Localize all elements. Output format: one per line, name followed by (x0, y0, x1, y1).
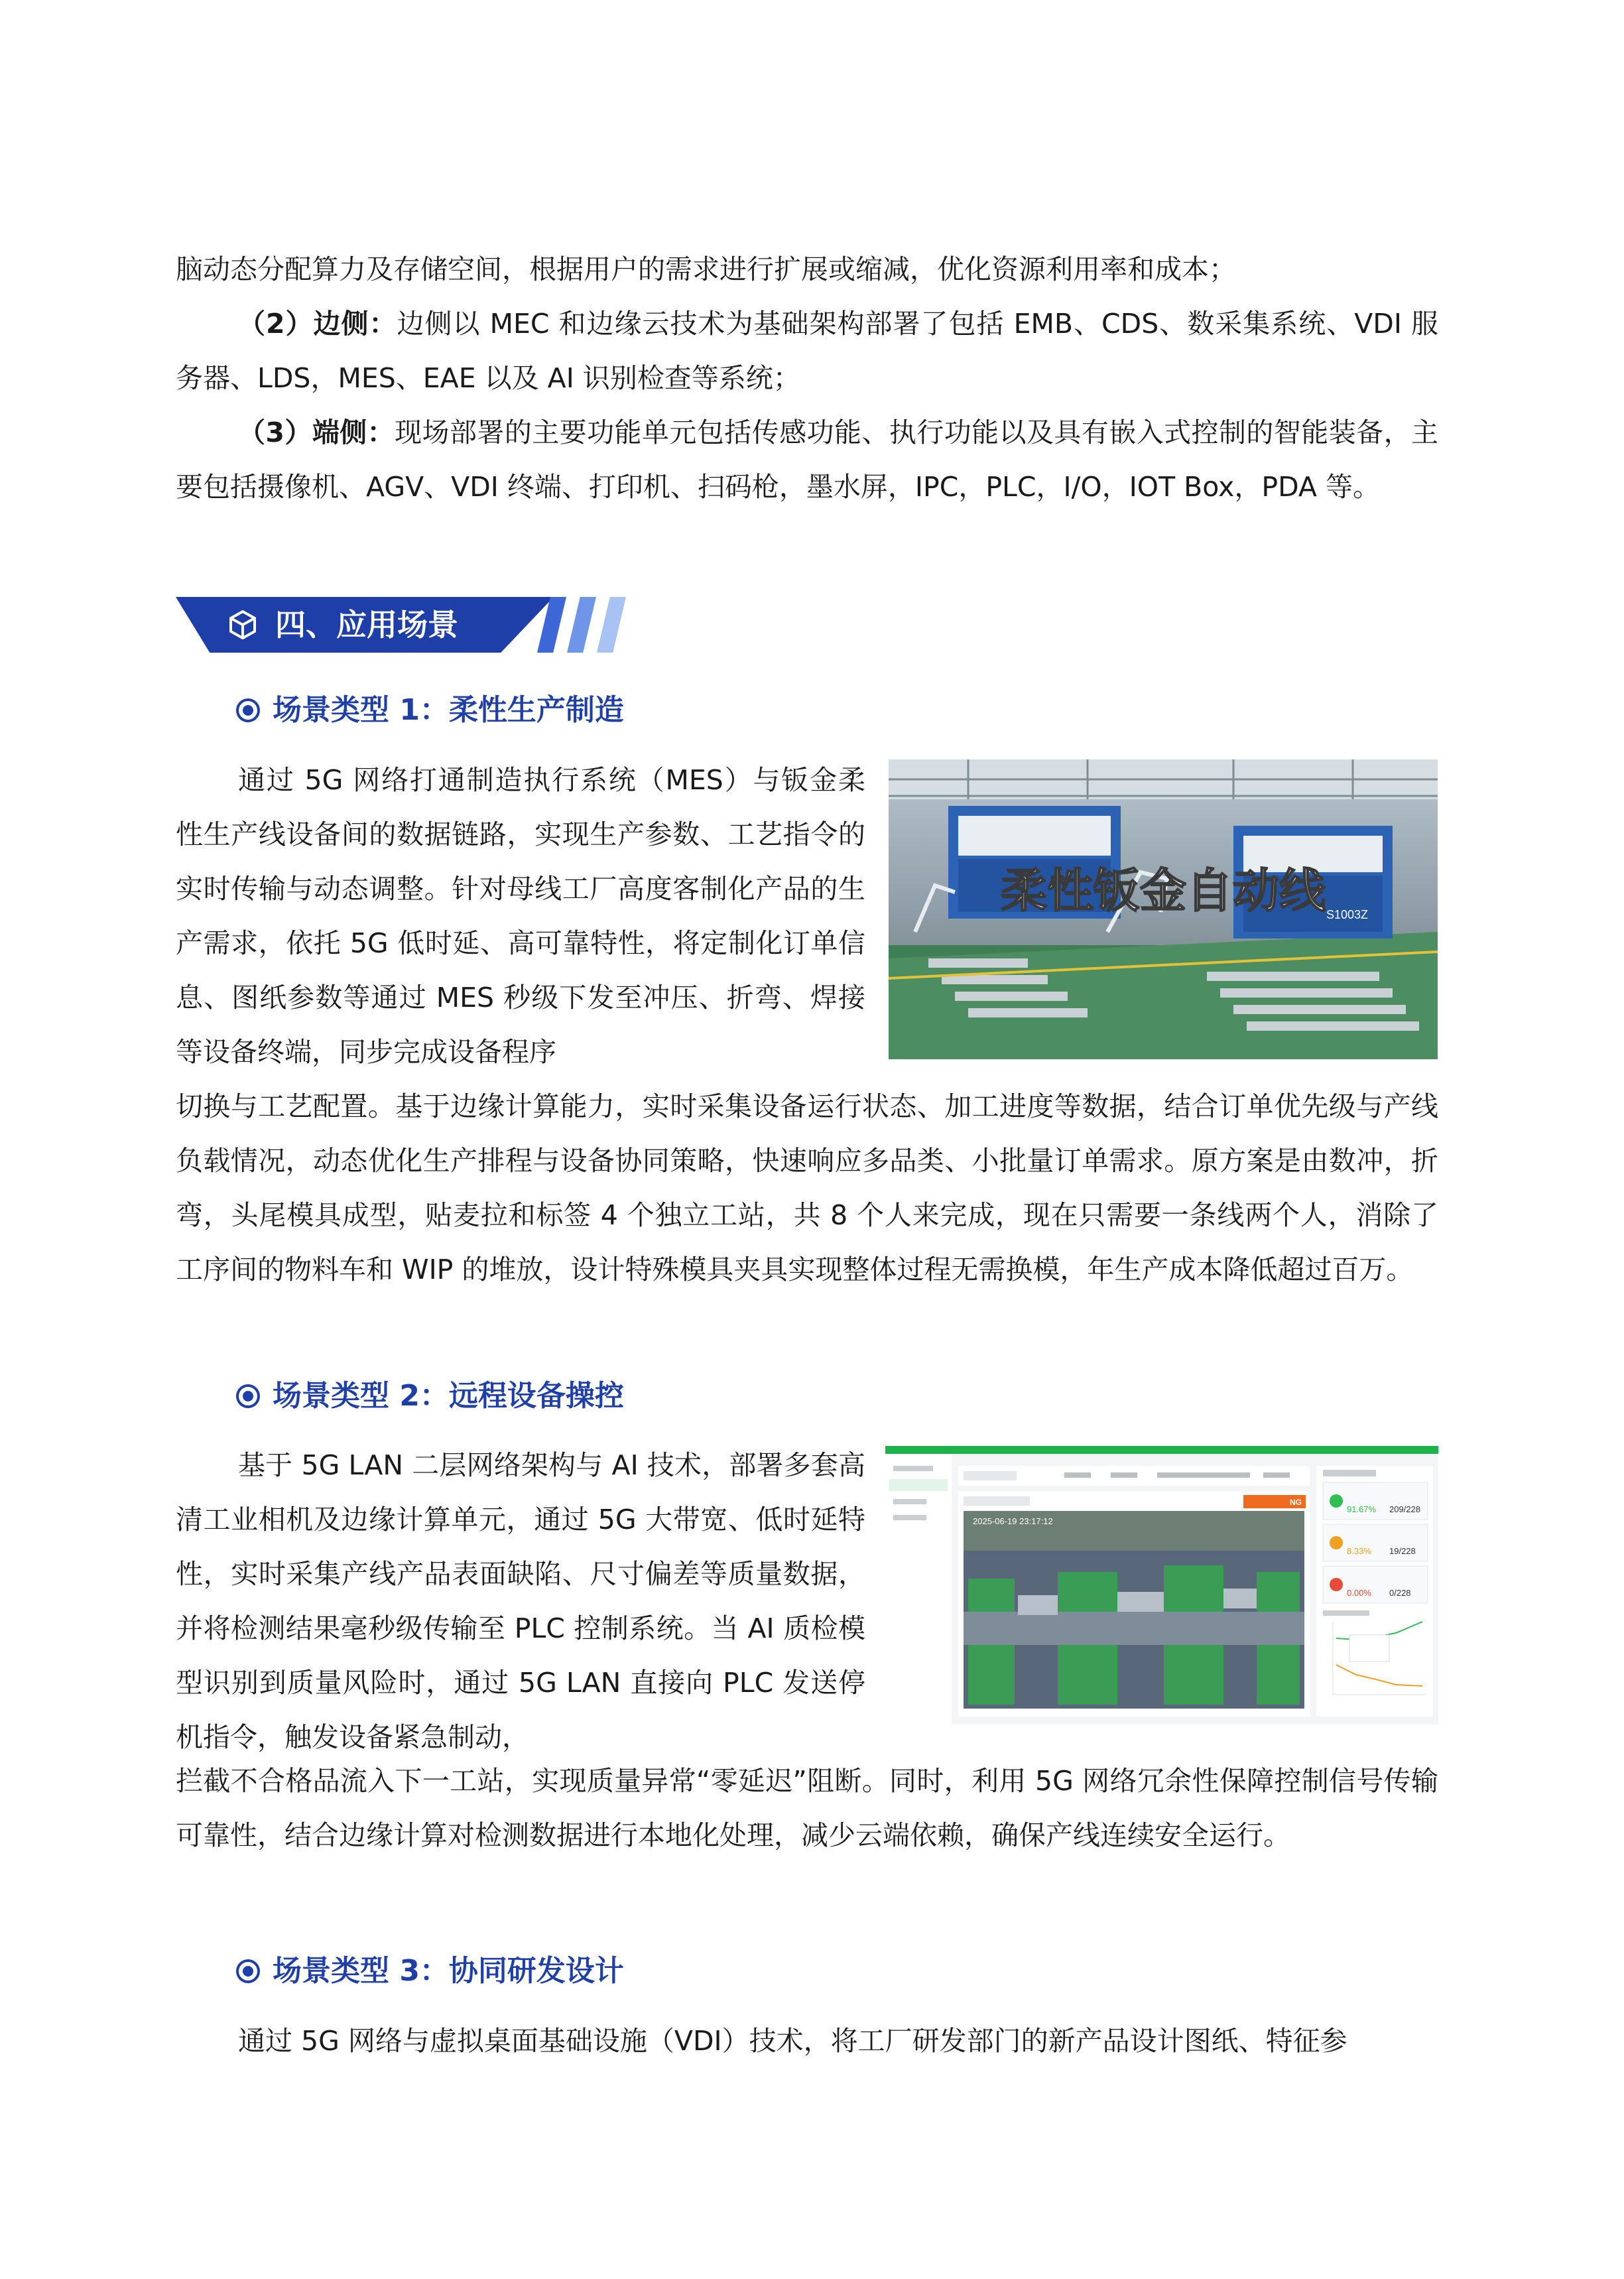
fail-percent: 0.00% (1347, 1588, 1371, 1598)
dashboard-graphic (885, 1446, 1438, 1725)
warn-percent: 8.33% (1347, 1546, 1371, 1556)
scene1-full-text: 切换与工艺配置。基于边缘计算能力，实时采集设备运行状态、加工进度等数据，结合订单优先级与产线负载情况，动态优化生产排程与设备协同策略，快速响应多品类、小批量订单需求。原方案是由数冲，折弯，头尾模具成型，贴麦拉和标签 4 个独立工站，共 8 个人来完成，现在只需要一条线两个人，消除了工序间的物料车和 WIP 的堆放，设计特殊模具夹具实现整体过程无需换模，年生产成本降低超过百万。 (176, 1090, 1438, 1285)
ng-badge: NG (1290, 1498, 1302, 1507)
target-icon (235, 698, 261, 723)
pass-icon (1330, 1494, 1343, 1508)
scene3-text: 通过 5G 网络与虚拟桌面基础设施（VDI）技术，将工厂研发部门的新产品设计图纸、特征参 (238, 2025, 1347, 2057)
factory-scene (889, 759, 1438, 1059)
banner-stripe (567, 597, 596, 653)
end-paragraph (176, 405, 1438, 514)
scene2-full-text: 拦截不合格品流入下一工站，实现质量异常“零延迟”阻断。同时，利用 5G 网络冗余性保障控制信号传输可靠性，结合边缘计算对检测数据进行本地化处理，减少云端依赖，确保产线连续安全运行。 (176, 1765, 1438, 1851)
edge-paragraph (176, 296, 1438, 405)
sheet-metal-line-photo (889, 759, 1438, 1059)
scene1-heading (235, 690, 624, 730)
inspection-dashboard-screenshot (885, 1446, 1438, 1725)
section-title: 四、应用场景 (275, 607, 458, 643)
intro-line: 脑动态分配算力及存储空间，根据用户的需求进行扩展或缩减，优化资源利用率和成本； (176, 253, 1236, 285)
scene1-wrap-text: 通过 5G 网络打通制造执行系统（MES）与钣金柔性生产线设备间的数据链路，实现生产参数、工艺指令的实时传输与动态调整。针对母线工厂高度客制化产品的生产需求，依托 5G 低时延、高可靠特性，将定制化订单信息、图纸参数等通过 MES 秒级下发至冲压、折弯、焊接等设备终端，同步完成设备程序 (176, 764, 865, 1068)
fail-count: 0/228 (1389, 1588, 1411, 1598)
camera-timestamp: 2025-06-19 23:17:12 (973, 1516, 1053, 1526)
end-text: 现场部署的主要功能单元包括传感功能、执行功能以及具有嵌入式控制的智能装备，主要包括摄像机、AGV、VDI 终端、打印机、扫码枪，墨水屏，IPC，PLC，I/O，IOT Box，PDA 等。 (176, 417, 1438, 503)
scene2-title: 场景类型 2：远程设备操控 (273, 1379, 624, 1413)
pass-count: 209/228 (1389, 1504, 1420, 1514)
section-banner (176, 597, 627, 653)
edge-label: （2）边侧： (238, 308, 397, 340)
scene2-heading (235, 1376, 624, 1416)
scene1-title: 场景类型 1：柔性生产制造 (273, 693, 624, 727)
end-label: （3）端侧： (238, 417, 395, 448)
banner-stripe (597, 597, 626, 653)
fail-icon (1330, 1578, 1343, 1591)
warn-icon (1330, 1536, 1343, 1549)
scene3-heading (235, 1951, 624, 1991)
edge-text: 边侧以 MEC 和边缘云技术为基础架构部署了包括 EMB、CDS、数采集系统、VDI 服务器、LDS，MES、EAE 以及 AI 识别检查等系统； (176, 308, 1438, 394)
stats-panel (1323, 1482, 1428, 1603)
cube-icon (227, 610, 258, 640)
photo-caption: 柔性钣金自动线 (1001, 864, 1326, 918)
scene3-title: 场景类型 3：协同研发设计 (273, 1954, 624, 1988)
machine-label: S1003Z (1326, 908, 1369, 921)
target-icon (235, 1959, 261, 1984)
target-icon (235, 1384, 261, 1409)
scene2-wrap-text: 基于 5G LAN 二层网络架构与 AI 技术，部署多套高清工业相机及边缘计算单元，通过 5G 大带宽、低时延特性，实时采集产线产品表面缺陷、尺寸偏差等质量数据，并将检测结果毫秒级传输至 PLC 控制系统。当 AI 质检模型识别到质量风险时，通过 5G LAN 直接向 PLC 发送停机指令，触发设备紧急制动， (176, 1449, 865, 1753)
warn-count: 19/228 (1389, 1546, 1416, 1556)
pass-percent: 91.67% (1347, 1504, 1377, 1514)
